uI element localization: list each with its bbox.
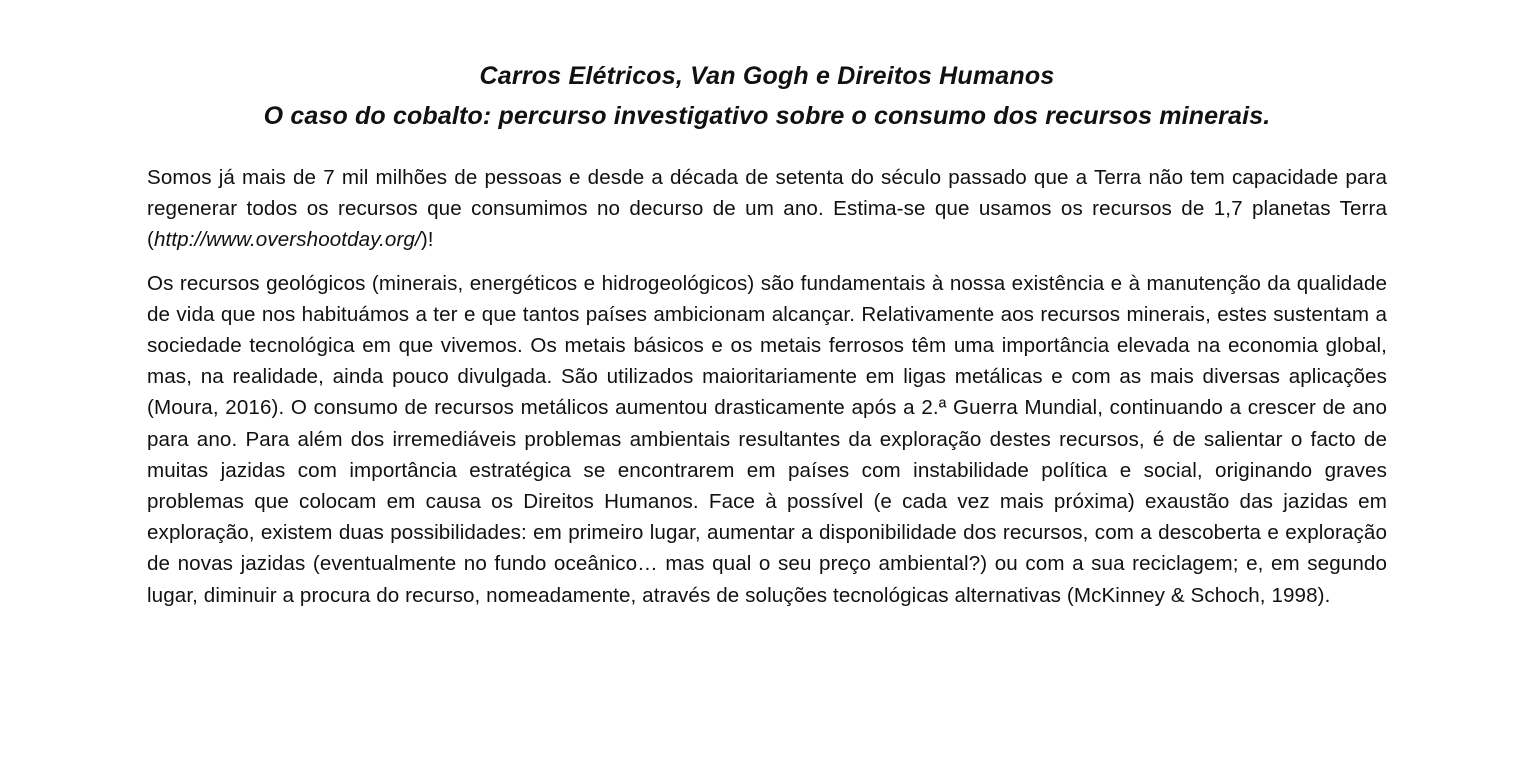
body-paragraph: Os recursos geológicos (minerais, energéticos e hidrogeológicos) são fundamentais à nossa existência e à manutenção da qualidade de vida que nos habituámos a ter e que tantos países ambicionam alcançar. Relativamente aos recursos minerais, estes sustentam a sociedade tecnológica em que vivemos. Os metais básicos e os metais ferrosos têm uma importância elevada na economia global, mas, na realidade, ainda pouco divulgada. São utilizados maioritariamente em ligas metálicas e com as mais diversas aplicações (Moura, 2016). O consumo de recursos metálicos aumentou drasticamente após a 2.ª Guerra Mundial, continuando a crescer de ano para ano. Para além dos irremediáveis problemas ambientais resultantes da exploração destes recursos, é de salientar o facto de muitas jazidas com importância estratégica se encontrarem em países com instabilidade política e social, originando graves problemas que colocam em causa os Direitos Humanos. Face à possível (e cada vez mais próxima) exaustão das jazidas em exploração, existem duas possibilidades: em primeiro lugar, aumentar a disponibilidade dos recursos, com a descoberta e exploração de novas jazidas (eventualmente no fundo oceânico… mas qual o seu preço ambiental?) ou com a sua reciclagem; e, em segundo lugar, diminuir a procura do recurso, nomeadamente, através de soluções tecnológicas alternativas (McKinney & Schoch, 1998). xyxy=(147,271,1387,607)
document-page xyxy=(147,56,1387,611)
intro-paragraph xyxy=(147,162,1387,256)
overshootday-link[interactable]: http://www.overshootday.org/ xyxy=(153,228,421,252)
document-title: Carros Elétricos, Van Gogh e Direitos Humanos xyxy=(479,62,1055,90)
document-subtitle: O caso do cobalto: percurso investigativo sobre o consumo dos recursos minerais. xyxy=(263,102,1271,130)
intro-text-end: )! xyxy=(420,228,434,252)
intro-text: Somos já mais de 7 mil milhões de pessoas e desde a década de setenta do século passado que a Terra não tem capacidade para regenerar todos os recursos que consumimos no decurso de um ano. Estima-se que usamos os recursos de 1,7 planetas Terra ( xyxy=(147,166,1387,252)
